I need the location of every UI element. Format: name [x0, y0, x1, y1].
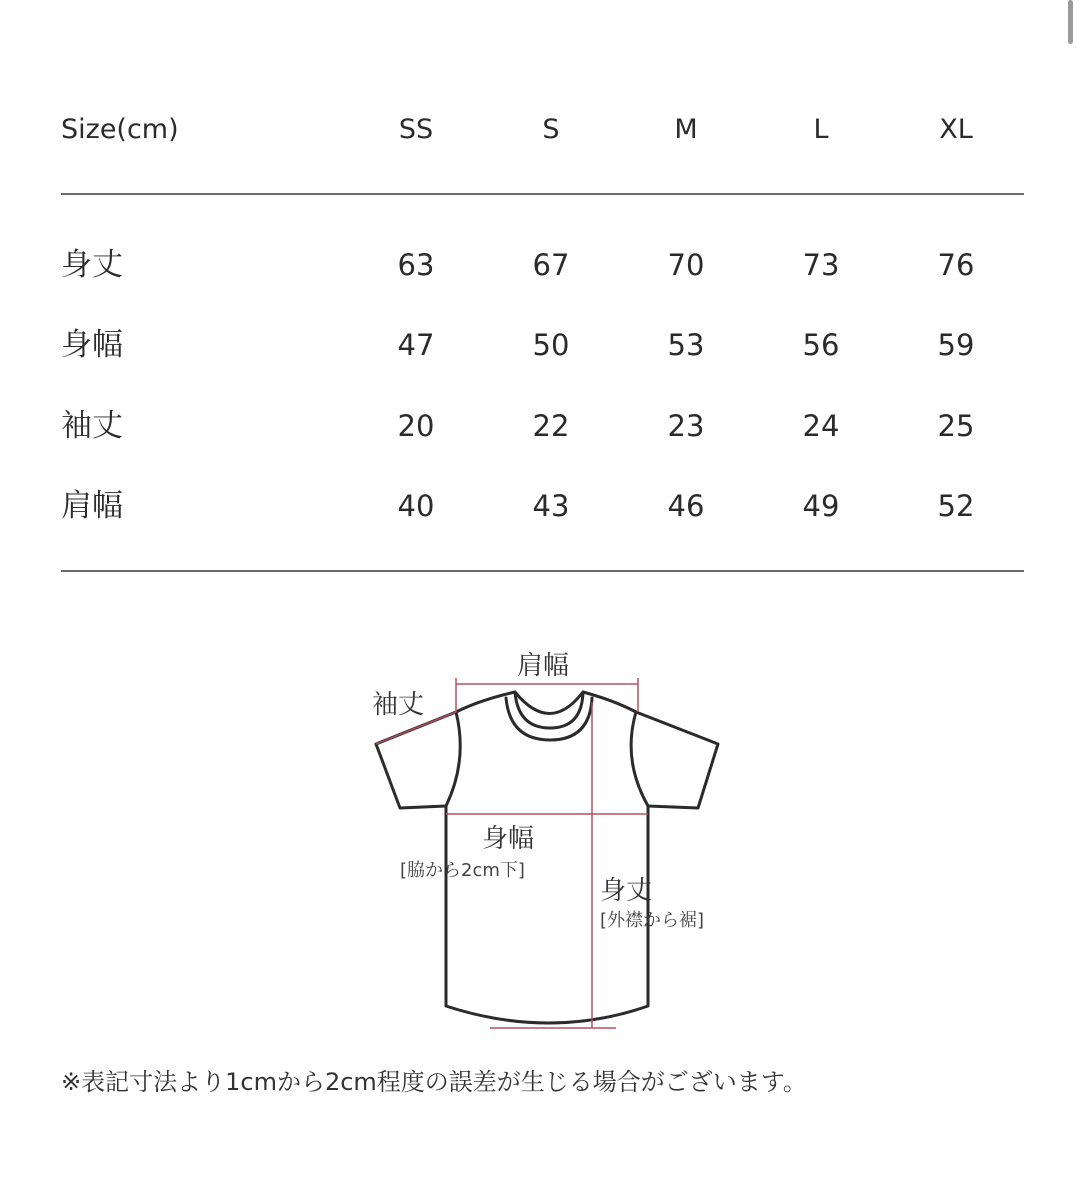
table-cell: 63: [397, 248, 435, 282]
table-row: [0, 315, 1079, 375]
table-row: [0, 235, 1079, 295]
chest-width-note: [脇から2cm下]: [400, 860, 525, 881]
body-length-label: 身丈: [600, 876, 653, 906]
table-cell: 40: [397, 489, 435, 523]
size-header-xl: XL: [939, 114, 973, 145]
table-cell: 23: [667, 409, 705, 443]
table-divider-top: [61, 193, 1024, 195]
table-row: [0, 396, 1079, 456]
table-cell: 47: [397, 328, 435, 362]
size-unit-header: Size(cm): [61, 114, 179, 145]
table-cell: 67: [532, 248, 570, 282]
shoulder-width-label: 肩幅: [517, 651, 570, 681]
tshirt-measurement-diagram: [360, 640, 740, 1040]
table-cell: 59: [937, 328, 975, 362]
size-table-header: [0, 100, 1079, 160]
table-cell: 25: [937, 409, 975, 443]
chest-width-label: 身幅: [482, 824, 535, 854]
table-cell: 53: [667, 328, 705, 362]
scrollbar[interactable]: [1068, 0, 1073, 44]
row-label: 袖丈: [61, 408, 123, 444]
size-header-l: L: [813, 114, 829, 145]
table-cell: 73: [802, 248, 840, 282]
table-divider-bottom: [61, 570, 1024, 572]
row-label: 肩幅: [61, 488, 123, 524]
table-cell: 24: [802, 409, 840, 443]
table-cell: 52: [937, 489, 975, 523]
table-cell: 20: [397, 409, 435, 443]
table-cell: 46: [667, 489, 705, 523]
size-header-ss: SS: [398, 114, 434, 145]
row-label: 身幅: [61, 327, 123, 363]
table-cell: 43: [532, 489, 570, 523]
body-length-note: [外襟から裾]: [600, 910, 705, 931]
sleeve-length-label: 袖丈: [372, 690, 425, 720]
table-cell: 76: [937, 248, 975, 282]
table-cell: 56: [802, 328, 840, 362]
row-label: 身丈: [61, 247, 123, 283]
size-header-s: S: [542, 114, 560, 145]
table-cell: 49: [802, 489, 840, 523]
table-row: [0, 476, 1079, 536]
table-cell: 70: [667, 248, 705, 282]
size-header-m: M: [674, 114, 698, 145]
measurement-disclaimer: ※表記寸法より1cmから2cm程度の誤差が生じる場合がございます。: [61, 1068, 807, 1096]
table-cell: 22: [532, 409, 570, 443]
table-cell: 50: [532, 328, 570, 362]
